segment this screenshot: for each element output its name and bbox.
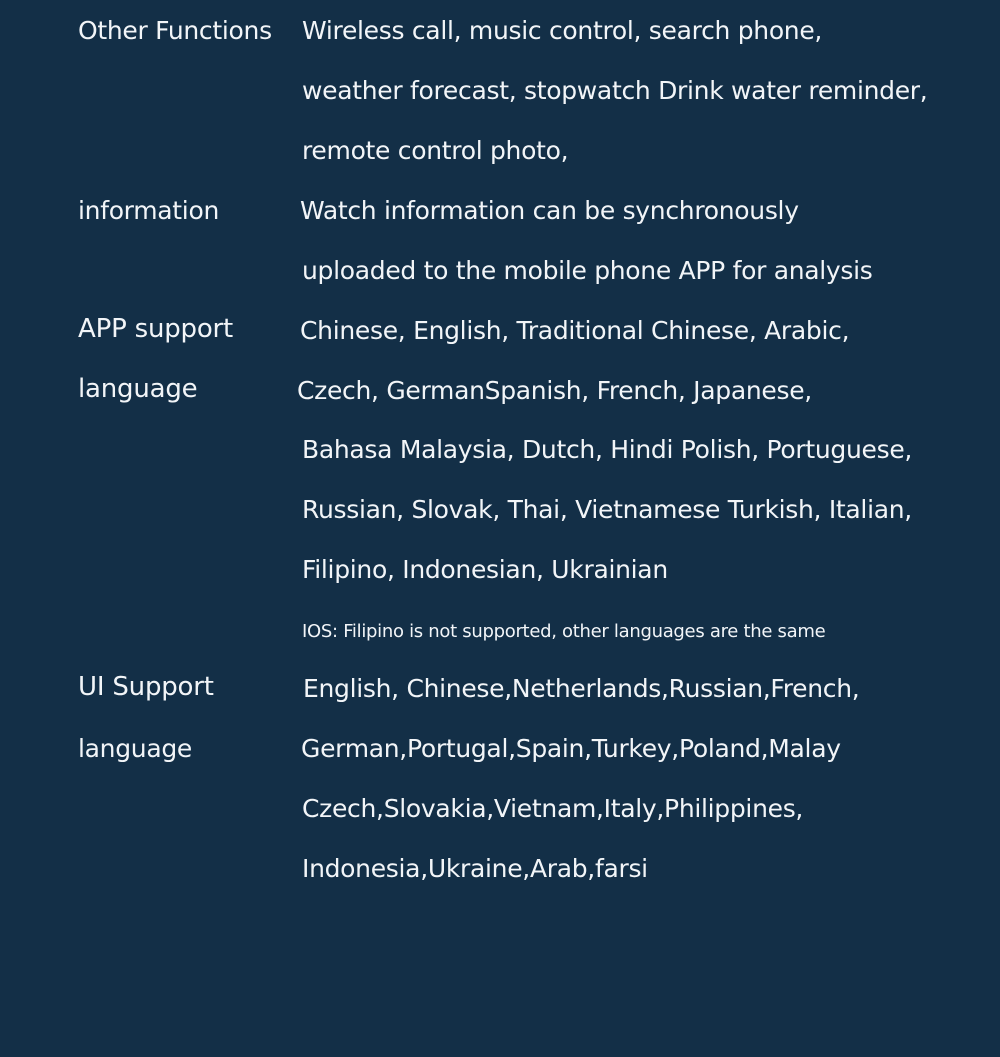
label-ui-support: UI Support [78, 672, 214, 702]
label-app-support: APP support [78, 314, 234, 344]
ios-note: IOS: Filipino is not supported, other languages are the same [302, 621, 826, 642]
information-line-1: Watch information can be synchronously [300, 196, 799, 225]
ui-language-line-3: Czech,Slovakia,Vietnam,Italy,Philippines, [302, 794, 804, 823]
label-other-functions: Other Functions [78, 16, 272, 45]
app-language-line-2: Czech, GermanSpanish, French, Japanese, [297, 376, 812, 405]
other-functions-line-1: Wireless call, music control, search phone, [302, 16, 823, 45]
app-language-line-1: Chinese, English, Traditional Chinese, Arabic, [300, 316, 850, 345]
ui-language-line-4: Indonesia,Ukraine,Arab,farsi [302, 854, 648, 883]
label-app-language: language [78, 374, 198, 404]
label-ui-language: language [78, 734, 192, 763]
app-language-line-4: Russian, Slovak, Thai, Vietnamese Turkish, Italian, [302, 495, 912, 524]
other-functions-line-2: weather forecast, stopwatch Drink water reminder, [302, 76, 928, 105]
app-language-line-3: Bahasa Malaysia, Dutch, Hindi Polish, Portuguese, [302, 435, 913, 464]
ui-language-line-2: German,Portugal,Spain,Turkey,Poland,Malay [301, 734, 841, 763]
information-line-2: uploaded to the mobile phone APP for analysis [302, 256, 873, 285]
ui-language-line-1: English, Chinese,Netherlands,Russian,French, [303, 674, 860, 703]
other-functions-line-3: remote control photo, [302, 136, 569, 165]
app-language-line-5: Filipino, Indonesian, Ukrainian [302, 555, 668, 584]
label-information: information [78, 196, 219, 225]
